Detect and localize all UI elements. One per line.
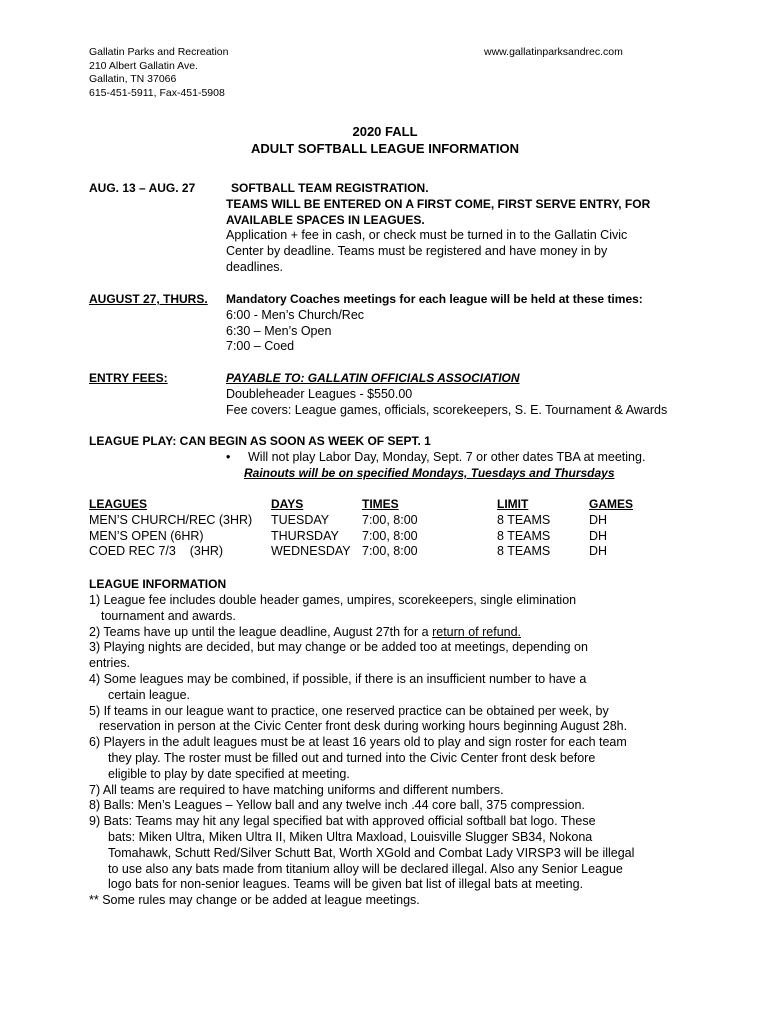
bullet-item <box>226 450 645 464</box>
info-item-3-cont: entries. <box>89 656 130 671</box>
cell-league: COED REC 7/3 (3HR) <box>89 544 224 559</box>
bullet-text: Will not play Labor Day, Monday, Sept. 7 or other dates TBA at meeting. <box>248 450 646 464</box>
table-header-row <box>89 497 649 513</box>
address-line-1: 210 Albert Gallatin Ave. <box>89 59 198 72</box>
cell-limit: 8 TEAMS <box>497 544 551 559</box>
info-item-6-cont: they play. The roster must be filled out and turned into the Civic Center front desk before <box>108 750 596 765</box>
org-address-block <box>89 46 229 100</box>
meeting-time-1: 6:00 - Men’s Church/Rec <box>226 307 365 322</box>
registration-block <box>226 181 716 276</box>
cell-limit: 8 TEAMS <box>497 512 551 527</box>
registration-text-3: deadlines. <box>226 259 283 274</box>
phone-fax: 615-451-5911, Fax-451-5908 <box>89 86 225 99</box>
info-item-4: 4) Some leagues may be combined, if possible, if there is an insufficient number to have a <box>89 671 587 686</box>
info-item-4-cont: certain league. <box>108 687 191 702</box>
col-header-leagues: LEAGUES <box>89 497 148 511</box>
league-info-list <box>89 593 689 909</box>
meeting-block <box>226 292 716 355</box>
meeting-heading: Mandatory Coaches meetings for each league will be held at these times: <box>226 292 643 306</box>
meeting-time-3: 7:00 – Coed <box>226 339 295 354</box>
col-header-limit: LIMIT <box>497 497 529 511</box>
league-info-heading: LEAGUE INFORMATION <box>89 577 227 591</box>
table-row <box>89 513 649 529</box>
leagues-table <box>89 497 649 560</box>
col-header-days: DAYS <box>271 497 304 511</box>
registration-text-2: Center by deadline. Teams must be registered and have money in by <box>226 244 608 259</box>
table-row <box>89 529 649 545</box>
cell-league: MEN’S OPEN (6HR) <box>89 528 204 543</box>
cell-day: WEDNESDAY <box>271 544 351 559</box>
title-season: 2020 FALL <box>352 124 418 139</box>
org-name: Gallatin Parks and Recreation <box>89 46 229 58</box>
info-item-7: 7) All teams are required to have matching uniforms and different numbers. <box>89 782 504 797</box>
meeting-date: AUGUST 27, THURS. <box>89 292 208 306</box>
cell-times: 7:00, 8:00 <box>362 544 418 559</box>
col-header-times: TIMES <box>362 497 399 511</box>
meeting-time-2: 6:30 – Men’s Open <box>226 323 332 338</box>
cell-times: 7:00, 8:00 <box>362 528 418 543</box>
registration-bold-1: TEAMS WILL BE ENTERED ON A FIRST COME, FIRST SERVE ENTRY, FOR <box>226 196 651 211</box>
fees-block <box>226 371 746 418</box>
col-header-games: GAMES <box>589 497 634 511</box>
info-item-2 <box>89 625 689 641</box>
info-item-9-cont: to use also any bats made from titanium alloy will be declared illegal. Also any Senior League <box>108 861 623 876</box>
website: www.gallatinparksandrec.com <box>484 46 623 58</box>
cell-games: DH <box>589 528 608 543</box>
refund-link-text: return of refund. <box>432 624 522 639</box>
info-item-8: 8) Balls: Men’s Leagues – Yellow ball and any twelve inch .44 core ball, 375 compression. <box>89 798 585 813</box>
registration-text-1: Application + fee in cash, or check must be turned in to the Gallatin Civic <box>226 228 628 243</box>
info-item-2-text: 2) Teams have up until the league deadline, August 27th for a <box>89 624 433 639</box>
cell-league: MEN’S CHURCH/REC (3HR) <box>89 512 253 527</box>
info-item-3: 3) Playing nights are decided, but may change or be added too at meetings, depending on <box>89 640 588 655</box>
payable-to: PAYABLE TO: GALLATIN OFFICIALS ASSOCIATION <box>226 371 520 385</box>
fee-line-1: Doubleheader Leagues - $550.00 <box>226 386 413 401</box>
info-item-5: 5) If teams in our league want to practice, one reserved practice can be obtained per week, by <box>89 703 609 718</box>
entry-fees-label: ENTRY FEES: <box>89 371 168 385</box>
cell-games: DH <box>589 512 608 527</box>
info-item-6: 6) Players in the adult leagues must be at least 16 years old to play and sign roster for each team <box>89 735 627 750</box>
address-line-2: Gallatin, TN 37066 <box>89 73 177 85</box>
cell-limit: 8 TEAMS <box>497 528 551 543</box>
rainouts-note: Rainouts will be on specified Mondays, Tuesdays and Thursdays <box>244 466 615 480</box>
info-item-1-cont: tournament and awards. <box>101 608 236 623</box>
info-item-6-cont: eligible to play by date specified at meeting. <box>108 766 350 781</box>
info-item-9-cont: bats: Miken Ultra, Miken Ultra II, Miken Ultra Maxload, Louisville Slugger SB34, Nokona <box>108 829 593 844</box>
registration-dates: AUG. 13 – AUG. 27 <box>89 181 196 195</box>
info-item-9-cont: logo bats for non-senior leagues. Teams will be given bat list of illegal bats at meeting. <box>108 877 584 892</box>
cell-day: TUESDAY <box>271 512 330 527</box>
info-item-5-cont: reservation in person at the Civic Center front desk during working hours beginning August 28h. <box>99 719 628 734</box>
info-item-9-cont: Tomahawk, Schutt Red/Silver Schutt Bat, Worth XGold and Combat Lady VIRSP3 will be illegal <box>108 845 635 860</box>
info-item-9: 9) Bats: Teams may hit any legal specified bat with approved official softball bat logo. These <box>89 814 596 829</box>
league-play-heading: LEAGUE PLAY: CAN BEGIN AS SOON AS WEEK OF SEPT. 1 <box>89 434 431 448</box>
cell-day: THURSDAY <box>271 528 339 543</box>
table-row <box>89 544 649 560</box>
registration-heading: SOFTBALL TEAM REGISTRATION. <box>231 181 429 195</box>
registration-bold-2: AVAILABLE SPACES IN LEAGUES. <box>226 212 425 227</box>
title-main: ADULT SOFTBALL LEAGUE INFORMATION <box>251 141 519 156</box>
cell-times: 7:00, 8:00 <box>362 512 418 527</box>
bullet-icon: • <box>226 450 231 464</box>
rules-note: ** Some rules may change or be added at league meetings. <box>89 893 420 908</box>
cell-games: DH <box>589 544 608 559</box>
fee-line-2: Fee covers: League games, officials, scorekeepers, S. E. Tournament & Awards <box>226 402 668 417</box>
info-item-1: 1) League fee includes double header games, umpires, scorekeepers, single elimination <box>89 593 577 607</box>
